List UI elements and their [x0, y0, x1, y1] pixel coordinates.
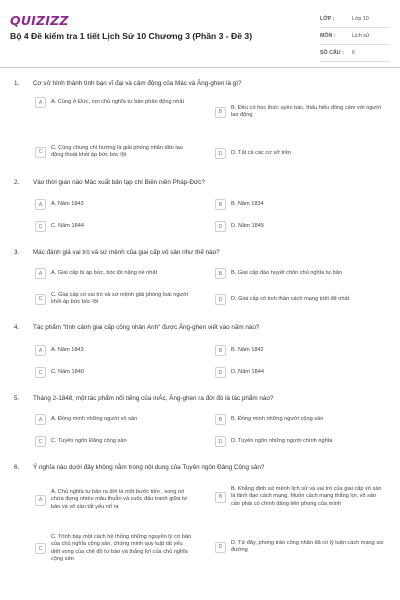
option-text: C. Năm 1840: [51, 368, 84, 375]
question-header: [14, 395, 383, 403]
option-text: B. Khẳng định sứ mệnh lịch sử và vai trò của giai cấp vô sản là lãnh đạo cách mạng. Muốn cách mạng thắng lợi, vô sản cần phải có chính đảng tiên phong của mình: [231, 486, 382, 507]
option-c[interactable]: [35, 292, 193, 307]
option-letter: A: [35, 345, 46, 356]
meta-value: 6: [352, 50, 355, 56]
option-b[interactable]: [215, 105, 385, 120]
question-number: 4.: [14, 324, 20, 331]
option-d[interactable]: [215, 436, 385, 447]
option-text: C. Trình bày một cách hệ thống những nguyên lý cơ bản của chủ nghĩa cộng sản, chứng minh quy luật tất yếu diệt vong của chế độ tư bản và thắng lợi của chủ nghĩa cộng sản: [51, 534, 192, 563]
question-header: [14, 80, 383, 88]
quizizz-logo: QUIZIZZ: [10, 13, 69, 28]
option-text: B. Giai cấp đào huyệt chôn chủ nghĩa tư bản: [231, 269, 343, 276]
option-d[interactable]: [215, 294, 385, 305]
meta-row-count: [320, 45, 390, 62]
question-text: Vào thời gian nào Mác xuất bản tạp chí Biên niên Pháp-Đức?: [33, 179, 205, 186]
option-letter: C: [35, 147, 46, 158]
question-text: Tháng 2-1848, một tác phẩm nổi tiếng của mÁc, Ăng-ghen ra đời đó là tác phẩm nào?: [33, 395, 274, 402]
meta-row-class: [320, 11, 390, 28]
option-c[interactable]: [35, 221, 193, 232]
option-letter: B: [215, 345, 226, 356]
option-text: D. Tất cả các cơ sở trên: [231, 149, 292, 156]
question-number: 3.: [14, 249, 20, 256]
page-title: Bộ 4 Đề kiểm tra 1 tiết Lịch Sử 10 Chương 3 (Phần 3 - Đề 3): [10, 31, 253, 41]
option-letter: D: [215, 294, 226, 305]
option-b[interactable]: [215, 486, 385, 508]
option-b[interactable]: [215, 268, 385, 279]
meta-key: LỚP :: [320, 16, 335, 22]
question-header: [14, 249, 383, 257]
option-text: A. Năm 1843: [51, 200, 84, 207]
option-letter: B: [215, 414, 226, 425]
option-letter: C: [35, 367, 46, 378]
question-number: 5.: [14, 395, 20, 402]
option-letter: D: [215, 367, 226, 378]
option-letter: A: [35, 199, 46, 210]
option-text: D. Giai cấp có tinh thần cách mạng triệt để nhất: [231, 295, 350, 302]
option-a[interactable]: [35, 414, 193, 425]
option-letter: B: [215, 199, 226, 210]
option-text: B. Năm 1842: [231, 346, 264, 353]
option-c[interactable]: [35, 436, 193, 447]
option-text: C. Giai cấp có vai trò và sứ mệnh giải phóng loài người khỏi áp bức bóc lột: [51, 292, 189, 306]
option-c[interactable]: [35, 534, 193, 564]
option-letter: B: [215, 492, 226, 503]
option-text: C. Tuyên ngôn Đảng cộng sản: [51, 437, 127, 444]
option-d[interactable]: [215, 148, 385, 159]
option-text: A. Giai cấp bị áp bức, bóc lột nặng nề nhất: [51, 269, 158, 276]
question-text: Cơ sở hình thành tình bạn vĩ đại và cảm động của Mác và Ăng-ghen là gì?: [33, 80, 242, 87]
option-c[interactable]: [35, 145, 193, 160]
option-a[interactable]: [35, 489, 193, 511]
option-letter: D: [215, 436, 226, 447]
option-text: D. Tuyên ngôn những người chính nghĩa: [231, 437, 333, 444]
question-number: 2.: [14, 179, 20, 186]
option-b[interactable]: [215, 345, 385, 356]
meta-key: SỐ CÂU :: [320, 50, 344, 56]
option-letter: A: [35, 414, 46, 425]
question-header: [14, 179, 383, 187]
option-text: A. Đồng minh những người vô sản: [51, 415, 138, 422]
option-c[interactable]: [35, 367, 193, 378]
option-letter: C: [35, 221, 46, 232]
option-text: A. Chủ nghĩa tư bản ra đời là một bước tiến , song nó chứa đựng nhiều mâu thuẫn và cuộc đấu tranh giữa tư bản và vô sản tất yếu nổ ra: [51, 489, 188, 510]
option-letter: A: [35, 268, 46, 279]
question-text: Tác phẩm "tình cảnh giai cấp công nhân Anh" được Ăng-ghen viết vào năm nào?: [33, 324, 260, 331]
option-letter: B: [215, 107, 226, 118]
option-d[interactable]: [215, 367, 385, 378]
option-letter: D: [215, 148, 226, 159]
option-a[interactable]: [35, 199, 193, 210]
quiz-meta-box: [320, 11, 390, 62]
question-text: Ý nghĩa nào dưới đây không nằm trong nội dung của Tuyên ngôn Đảng Cộng sản?: [33, 464, 265, 471]
option-text: D. Từ đây, phong trào công nhân đã có lý luận cách mạng soi đường: [231, 540, 384, 554]
option-text: A. Năm 1843: [51, 346, 84, 353]
option-text: C. Cùng chung chí hướng là giải phóng nhân dân lao động thoát khỏi áp bức bóc lột: [51, 145, 183, 159]
option-d[interactable]: [215, 540, 385, 555]
option-text: D. Năm 1845: [231, 222, 264, 229]
option-text: A. Cùng ở Đức, nơi chủ nghĩa tư bản phản động nhất: [51, 98, 185, 105]
header-divider: [0, 67, 400, 68]
option-letter: D: [215, 221, 226, 232]
option-a[interactable]: [35, 97, 193, 108]
option-letter: A: [35, 495, 46, 506]
option-text: B. Đều có học thức uyên bác, thấu hiểu đồng cảm với người lao động: [231, 105, 382, 119]
question-number: 1.: [14, 80, 20, 87]
meta-key: MÔN :: [320, 33, 336, 39]
option-d[interactable]: [215, 221, 385, 232]
option-letter: C: [35, 436, 46, 447]
option-letter: B: [215, 268, 226, 279]
option-letter: C: [35, 543, 46, 554]
option-a[interactable]: [35, 345, 193, 356]
meta-row-subject: [320, 28, 390, 45]
option-b[interactable]: [215, 199, 385, 210]
option-letter: C: [35, 294, 46, 305]
meta-value: Lớp 10: [352, 16, 369, 22]
question-header: [14, 324, 383, 332]
option-text: D. Năm 1844: [231, 368, 264, 375]
option-letter: D: [215, 542, 226, 553]
option-a[interactable]: [35, 268, 193, 279]
option-text: B. Năm 1834: [231, 200, 264, 207]
question-number: 6.: [14, 464, 20, 471]
question-header: [14, 464, 383, 472]
option-b[interactable]: [215, 414, 385, 425]
option-text: C. Năm 1844: [51, 222, 84, 229]
option-text: B. Đồng minh những người cộng sản: [231, 415, 324, 422]
question-text: Mác đánh giá vai trò và sứ mệnh của giai cấp vô sản như thế nào?: [33, 249, 220, 256]
meta-value: Lịch sử: [352, 33, 370, 39]
option-letter: A: [35, 97, 46, 108]
